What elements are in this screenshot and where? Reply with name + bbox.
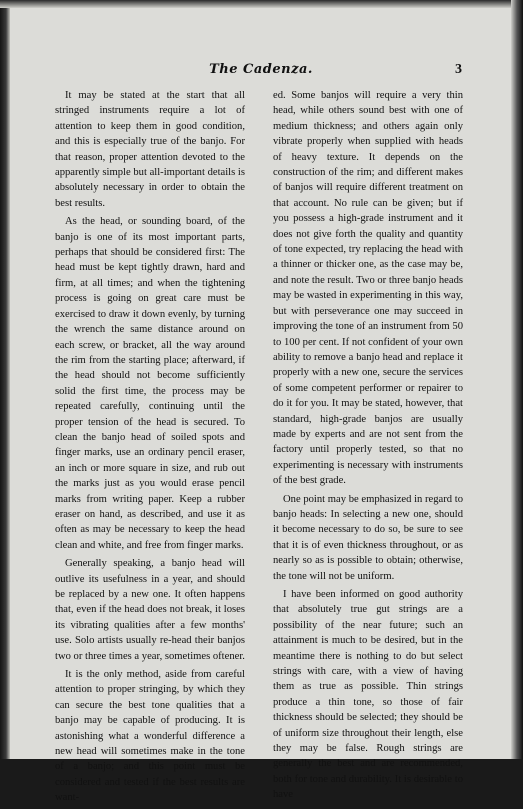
paragraph: As the head, or sounding board, of the banjo is one of its most important parts, perhaps that should be considered first: The head must be kept tightly drawn, hard and firm, at all times; and when the tightening process is going on great care must be exercised to draw it down evenly, by turning the wrench the same distance around on each screw, or bracket, all the way around the rim from the starting place; afterward, if the head should not become sufficiently solid the first time, the process may be repeated carefully, continuing until the proper tension of the head is secured. To clean the banjo head of soiled spots and finger marks, use an ordinary pencil eraser, an inch or more square in size, and rub out the marks just as you would erase pencil marks from writing paper. Keep a rubber eraser on hand, as described, and use it as often as may be necessary to keep the head clean and white, and free from finger marks. xyxy=(55,216,245,551)
text-column-left xyxy=(55,88,245,809)
text-column-right xyxy=(273,88,463,806)
page-number: 3 xyxy=(455,62,462,77)
scan-edge-top xyxy=(0,0,523,8)
paragraph: Generally speaking, a banjo head will outlive its usefulness in a year, and should be replaced by a new one. It often happens that, even if the head does not break, it loses its vibrating qualities after a few months' use. Solo artists usually re-head their banjos two or three times a year, sometimes oftener. xyxy=(55,558,245,662)
paragraph: It may be stated at the start that all stringed instruments require a lot of attention to keep them in good condition, and this is especially true of the banjo. For that reason, proper attention devoted to the apparently simple but all-important details is absolutely necessary in order to obtain the best results. xyxy=(55,90,245,209)
scan-edge-right xyxy=(511,0,523,759)
scan-edge-left xyxy=(0,0,10,759)
page-header xyxy=(0,62,523,82)
paragraph: I have been informed on good authority that absolutely true gut strings are a possibility of the near future; such an attainment is much to be desired, but in the meantime there is nothing to do but select strings with care, with a view of having them as true as possible. Thin strings produce a thin tone, so those of fair thickness should be selected; they should be of uniform size throughout their length, else they may be false. Rough strings are generally the best and are recommended, both for tone and durability. It is desirable to have xyxy=(273,589,463,801)
running-title: The Cadenza. xyxy=(209,62,313,77)
paragraph: It is the only method, aside from careful attention to proper stringing, by which they can secure the best tone qualities that a banjo may be capable of producing. It is astonishing what a wonderful difference a new head will sometimes make in the tone of a banjo; and this point must be considered and tested if the best results are want- xyxy=(55,669,245,804)
paragraph: One point may be emphasized in regard to banjo heads: In selecting a new one, should it become necessary to do so, be sure to see that it is of even thickness throughout, or as nearly so as is possible to obtain; otherwise, the tone will not be uniform. xyxy=(273,493,463,582)
paragraph-continued: ed. Some banjos will require a very thin head, while others sound best with one of medium thickness; and others again only vibrate properly when supplied with heads of heavy texture. It depends on the construction of the rim; and different makes of banjos will require different treatment on that account. No rule can be given; but if you possess a high-grade instrument and it does not give forth the quality and quantity of tone expected, try replacing the head with a thinner or thicker one, as the case may be, and note the result. Two or three banjo heads may be wasted in experimenting in this way, but with perseverance one may succeed in improving the tone of an instrument from 50 to 100 per cent. If not confident of your own ability to remove a banjo head and replace it properly with a new one, secure the services of some competent performer or repairer to do it for you. It may be stated, however, that standard, high-grade banjos are usually made by experts and are not sent from the factory until properly tested, so that no experimenting is necessary with instruments of the best grade. xyxy=(273,90,463,487)
